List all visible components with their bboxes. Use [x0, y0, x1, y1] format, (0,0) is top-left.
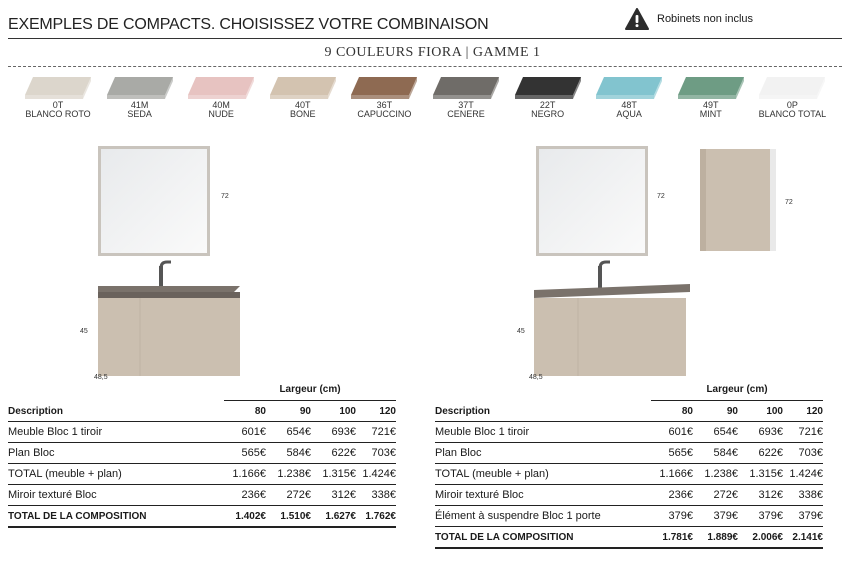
- swatch-chip: [268, 75, 338, 101]
- table-row: [435, 464, 823, 485]
- swatch-name: BONE: [290, 109, 316, 119]
- table-row: [435, 485, 823, 506]
- table-row: [8, 422, 396, 443]
- swatch-name: BLANCO TOTAL: [758, 109, 827, 119]
- price-table: [435, 401, 823, 549]
- color-swatch: [178, 75, 264, 119]
- row-description: Miroir texturé Bloc: [435, 485, 649, 506]
- column-header: 120: [783, 401, 823, 422]
- dashed-divider: [8, 66, 842, 67]
- dim-cabinet-height: 45: [80, 328, 88, 335]
- swatch-name: CENERE: [447, 109, 485, 119]
- price-cell: 1.424€: [783, 464, 823, 485]
- price-cell: 1.762€: [356, 506, 396, 528]
- price-cell: 1.402€: [222, 506, 266, 528]
- price-cell: 1.315€: [738, 464, 783, 485]
- price-cell: 1.627€: [311, 506, 356, 528]
- color-swatch: [749, 75, 835, 119]
- price-table: [8, 401, 396, 528]
- price-cell: 379€: [738, 506, 783, 527]
- price-cell: 693€: [311, 422, 356, 443]
- price-cell: 1.510€: [266, 506, 311, 528]
- warning-note: [625, 8, 753, 30]
- swatch-name: NUDE: [208, 109, 234, 119]
- price-cell: 236€: [222, 485, 266, 506]
- swatch-chip: [186, 75, 256, 101]
- row-description: Plan Bloc: [8, 443, 222, 464]
- swatch-code: 40M: [212, 100, 230, 110]
- swatch-chip: [757, 75, 827, 101]
- price-cell: 721€: [783, 422, 823, 443]
- price-cell: 379€: [693, 506, 738, 527]
- swatch-chip: [23, 75, 93, 101]
- color-swatch: [423, 75, 509, 119]
- price-table-right: [435, 384, 823, 549]
- table-row: [435, 443, 823, 464]
- table-row: [8, 506, 396, 528]
- swatch-chip: [105, 75, 175, 101]
- swatch-name: CAPUCCINO: [357, 109, 412, 119]
- swatch-chip: [431, 75, 501, 101]
- row-description: Miroir texturé Bloc: [8, 485, 222, 506]
- faucet: [598, 262, 610, 288]
- row-description: Meuble Bloc 1 tiroir: [8, 422, 222, 443]
- price-table-left: [8, 384, 396, 528]
- price-cell: 622€: [738, 443, 783, 464]
- swatch-code: 49T: [703, 100, 719, 110]
- price-cell: 565€: [649, 443, 693, 464]
- price-cell: 654€: [266, 422, 311, 443]
- dim-cabinet-height: 45: [517, 328, 525, 335]
- column-header: Description: [8, 401, 222, 422]
- swatch-name: AQUA: [616, 109, 642, 119]
- price-cell: 338€: [356, 485, 396, 506]
- faucet: [159, 262, 171, 286]
- column-header: 80: [649, 401, 693, 422]
- column-header: 120: [356, 401, 396, 422]
- swatch-name: NEGRO: [531, 109, 565, 119]
- swatch-code: 0T: [52, 100, 64, 110]
- collection-subtitle: 9 COULEURS FIORA | GAMME 1: [324, 45, 541, 60]
- price-cell: 1.889€: [693, 527, 738, 549]
- price-cell: 338€: [783, 485, 823, 506]
- price-cell: 693€: [738, 422, 783, 443]
- dim-cabinet-depth: 48,5: [529, 374, 543, 381]
- row-description: TOTAL (meuble + plan): [8, 464, 222, 485]
- price-cell: 2.141€: [783, 527, 823, 549]
- price-cell: 601€: [649, 422, 693, 443]
- swatch-name: SEDA: [127, 109, 152, 119]
- price-cell: 622€: [311, 443, 356, 464]
- color-swatch: [668, 75, 754, 119]
- row-description: Meuble Bloc 1 tiroir: [435, 422, 649, 443]
- right-composition-illustration: [530, 140, 790, 380]
- column-header: 90: [266, 401, 311, 422]
- price-cell: 379€: [783, 506, 823, 527]
- price-cell: 379€: [649, 506, 693, 527]
- color-swatch: [260, 75, 346, 119]
- dim-mirror-height: 72: [221, 193, 229, 200]
- swatch-code: 41M: [130, 100, 149, 110]
- color-swatch: [341, 75, 427, 119]
- wall-column: [700, 149, 776, 251]
- price-cell: 1.166€: [222, 464, 266, 485]
- dim-mirror-height: 72: [657, 193, 665, 200]
- column-header: 80: [222, 401, 266, 422]
- price-cell: 1.315€: [311, 464, 356, 485]
- price-cell: 1.424€: [356, 464, 396, 485]
- price-cell: 601€: [222, 422, 266, 443]
- swatch-name: MINT: [699, 109, 722, 119]
- price-cell: 703€: [356, 443, 396, 464]
- swatch-chip: [513, 75, 583, 101]
- price-cell: 312€: [311, 485, 356, 506]
- table-header-row: [435, 401, 823, 422]
- cabinet: [534, 284, 690, 376]
- table-header-row: [8, 401, 396, 422]
- table-row: [8, 464, 396, 485]
- dim-column-height: 72: [785, 199, 793, 206]
- price-cell: 312€: [738, 485, 783, 506]
- mirror: [98, 146, 210, 256]
- price-cell: 272€: [693, 485, 738, 506]
- swatch-chip: [349, 75, 419, 101]
- price-cell: 1.238€: [266, 464, 311, 485]
- table-row: [435, 422, 823, 443]
- left-composition-illustration: [90, 140, 260, 380]
- price-cell: 2.006€: [738, 527, 783, 549]
- table-row: [8, 485, 396, 506]
- column-header: 90: [693, 401, 738, 422]
- cabinet: [98, 286, 240, 376]
- swatch-code: 36T: [376, 100, 393, 110]
- column-header: Description: [435, 401, 649, 422]
- width-group-header: Largeur (cm): [651, 384, 823, 401]
- price-cell: 721€: [356, 422, 396, 443]
- price-cell: 1.238€: [693, 464, 738, 485]
- swatch-code: 22T: [539, 100, 556, 110]
- page-title: EXEMPLES DE COMPACTS. CHOISISSEZ VOTRE COMBINAISON: [8, 16, 489, 33]
- swatch-code: 40T: [295, 100, 311, 110]
- table-row: [435, 527, 823, 549]
- price-cell: 584€: [693, 443, 738, 464]
- swatch-code: 0P: [786, 100, 798, 110]
- color-swatch: [97, 75, 183, 119]
- price-cell: 272€: [266, 485, 311, 506]
- dim-cabinet-depth: 48,5: [94, 374, 108, 381]
- price-cell: 1.166€: [649, 464, 693, 485]
- column-header: 100: [311, 401, 356, 422]
- color-swatch: [505, 75, 591, 119]
- column-header: 100: [738, 401, 783, 422]
- table-row: [8, 443, 396, 464]
- price-cell: 1.781€: [649, 527, 693, 549]
- row-description: TOTAL (meuble + plan): [435, 464, 649, 485]
- price-cell: 654€: [693, 422, 738, 443]
- swatch-name: BLANCO ROTO: [25, 109, 91, 119]
- price-cell: 236€: [649, 485, 693, 506]
- price-cell: 584€: [266, 443, 311, 464]
- color-swatch: [15, 75, 101, 119]
- row-description: Plan Bloc: [435, 443, 649, 464]
- mirror: [536, 146, 648, 256]
- divider: [8, 38, 842, 39]
- color-swatch: [586, 75, 672, 119]
- table-row: [435, 506, 823, 527]
- row-description: Élément à suspendre Bloc 1 porte: [435, 506, 649, 527]
- row-description: TOTAL DE LA COMPOSITION: [435, 527, 649, 549]
- warning-icon: [625, 8, 649, 30]
- row-description: TOTAL DE LA COMPOSITION: [8, 506, 222, 528]
- price-cell: 565€: [222, 443, 266, 464]
- price-cell: 703€: [783, 443, 823, 464]
- warning-text: Robinets non inclus: [657, 13, 754, 25]
- width-group-header: Largeur (cm): [224, 384, 396, 401]
- swatch-chip: [594, 75, 664, 101]
- swatch-code: 48T: [621, 100, 637, 110]
- swatch-code: 37T: [458, 100, 474, 110]
- swatch-chip: [676, 75, 746, 101]
